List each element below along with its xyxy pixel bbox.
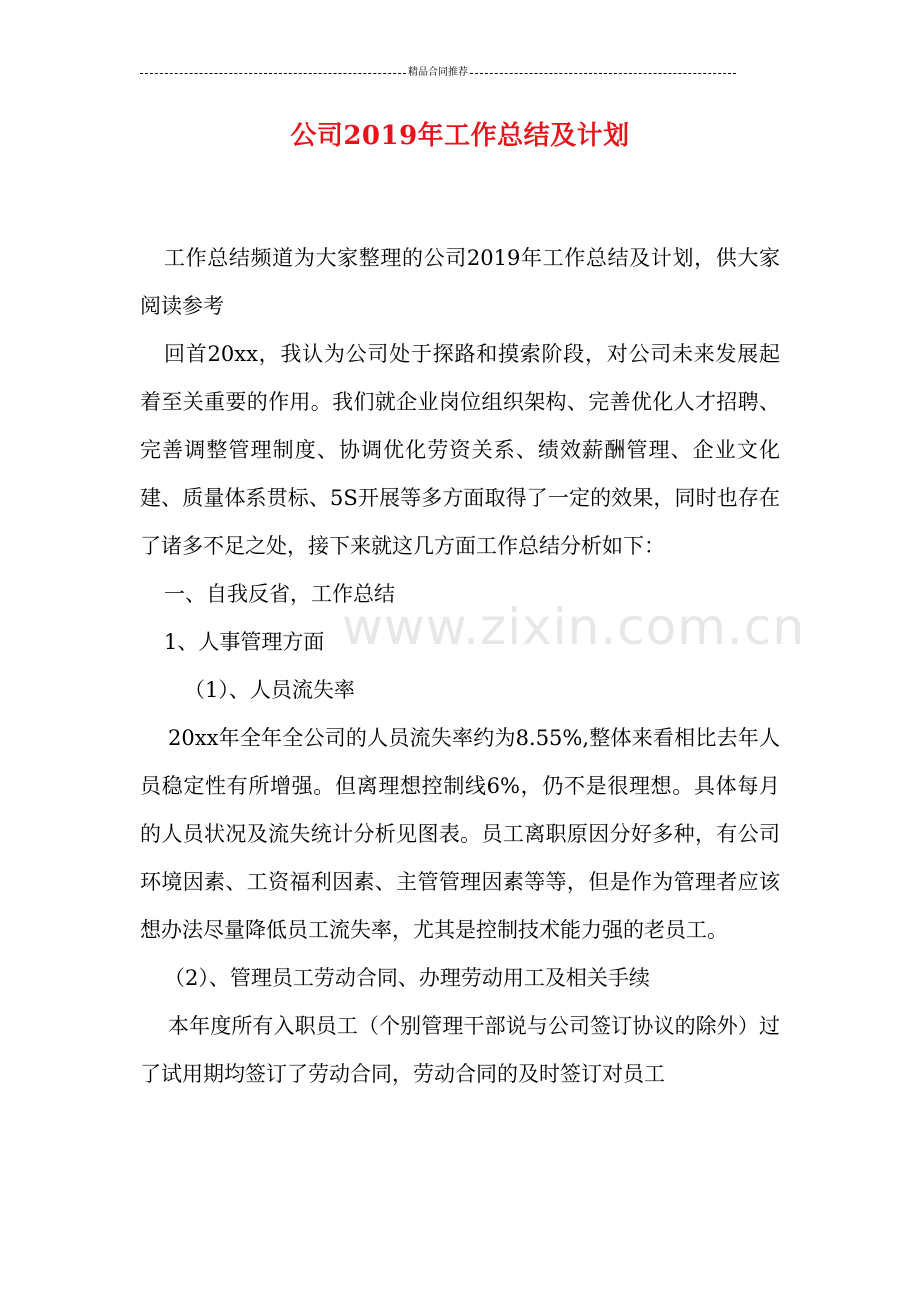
section-heading: 一、自我反省，工作总结 (164, 582, 395, 606)
header-dash-right (470, 73, 736, 74)
item-heading: （2）、管理员工劳动合同、办理劳动用工及相关手续 (164, 966, 650, 990)
contract-paragraph: 本年度所有入职员工（个别管理干部说与公司签订协议的除外）过了试用期均签订了劳动合同，劳动合同的及时签订对员工 (140, 1014, 780, 1086)
item-heading: （1）、人员流失率 (184, 678, 355, 702)
intro-paragraph: 工作总结频道为大家整理的公司2019年工作总结及计划，供大家阅读参考 (140, 246, 780, 318)
document-title: 公司2019年工作总结及计划 (290, 121, 630, 151)
review-paragraph: 回首20xx，我认为公司处于探路和摸索阶段，对公司未来发展起着至关重要的作用。我们就企业岗位组织架构、完善优化人才招聘、完善调整管理制度、协调优化劳资关系、绩效薪酬管理、企业文化建、质量体系贯标、5S开展等多方面取得了一定的效果，同时也存在了诸多不足之处，接下来就这几方面工作总结分析如下： (140, 342, 780, 558)
subsection-heading: 1、人事管理方面 (164, 630, 325, 654)
document-body (140, 234, 780, 1098)
page-header (140, 66, 736, 80)
watermark: www.zixin.com.cn (342, 598, 806, 656)
header-dash-left (140, 73, 406, 74)
turnover-paragraph: 20xx年全年全公司的人员流失率约为8.55%,整体来看相比去年人员稳定性有所增强。但离理想控制线6%，仍不是很理想。具体每月的人员状况及流失统计分析见图表。员工离职原因分好多种，有公司环境因素、工资福利因素、主管管理因素等等，但是作为管理者应该想办法尽量降低员工流失率，尤其是控制技术能力强的老员工。 (140, 726, 780, 942)
header-label: 精品合同推荐 (408, 67, 468, 78)
